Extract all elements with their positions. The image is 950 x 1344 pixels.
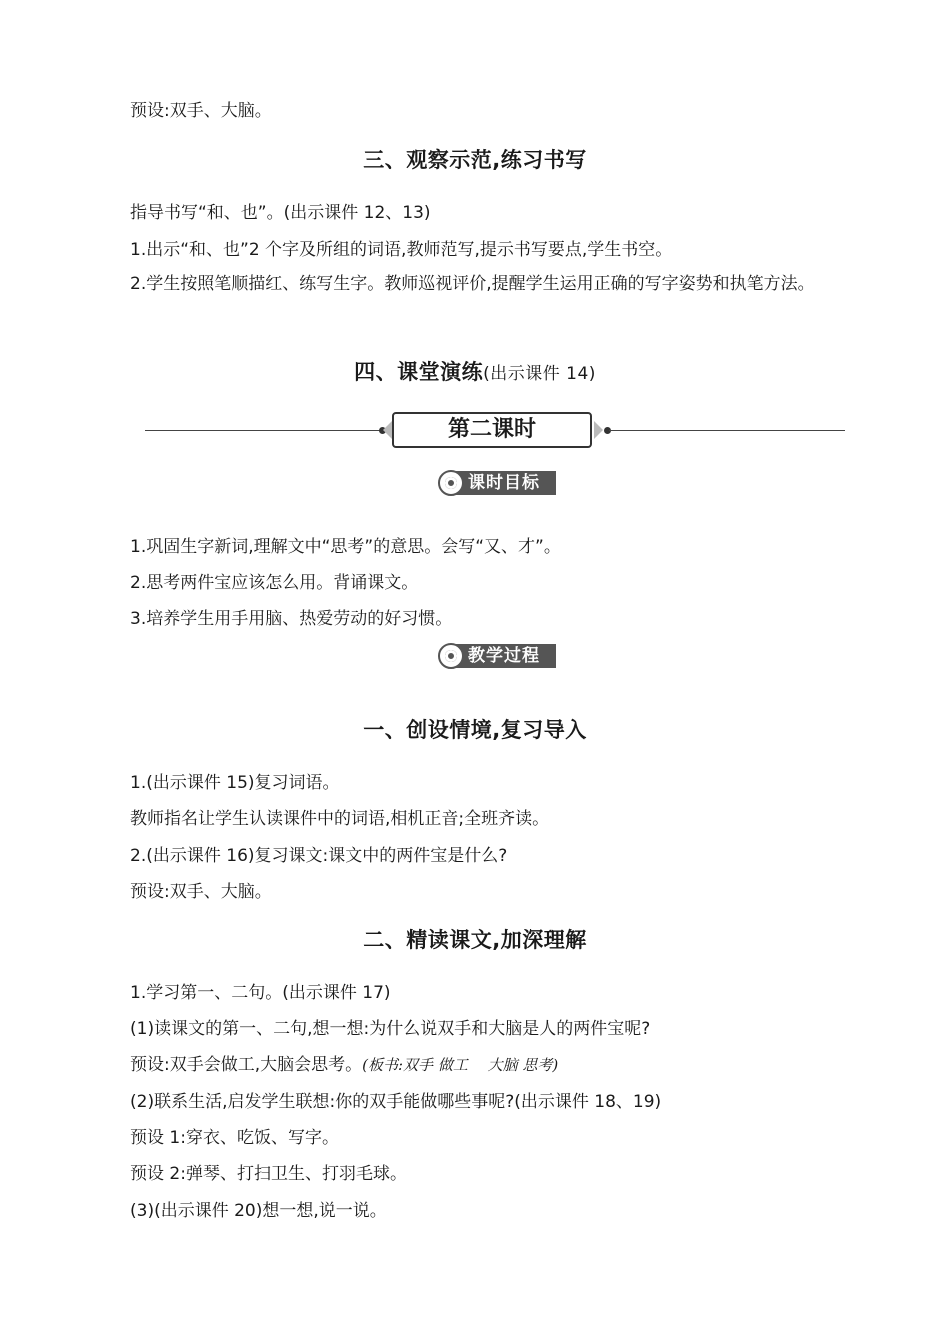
divider-line-right [609, 430, 845, 431]
paragraph: 1.出示“和、也”2 个字及所组的词语,教师范写,提示书写要点,学生书空。 [130, 240, 673, 260]
paragraph: 2.(出示课件 16)复习课文:课文中的两件宝是什么? [130, 846, 508, 866]
process-badge-label: 教学过程 [454, 644, 556, 668]
paragraph: 2.学生按照笔顺描红、练写生字。教师巡视评价,提醒学生运用正确的写字姿势和执笔方法。 [130, 274, 815, 294]
target-icon [438, 470, 464, 496]
paragraph: (1)读课文的第一、二句,想一想:为什么说双手和大脑是人的两件宝呢? [130, 1019, 651, 1039]
goal-item: 3.培养学生用手用脑、热爱劳动的好习惯。 [130, 609, 453, 629]
paragraph: (3)(出示课件 20)想一想,说一说。 [130, 1201, 387, 1221]
divider-arrow-left [383, 421, 392, 439]
section-heading-3: 三、观察示范,练习书写 [363, 148, 587, 172]
preset-answer: 预设 1:穿衣、吃饭、写字。 [130, 1128, 339, 1148]
paragraph: 教师指名让学生认读课件中的词语,相机正音;全班齐读。 [130, 809, 550, 829]
paragraph [130, 1053, 558, 1077]
goals-badge [438, 470, 556, 496]
lesson-divider [145, 410, 845, 450]
heading-note: (出示课件 14) [483, 364, 596, 384]
divider-line-left [145, 430, 381, 431]
divider-arrow-right [594, 421, 603, 439]
process-badge [438, 643, 556, 669]
preset-text: 预设:双手会做工,大脑会思考。 [130, 1055, 363, 1075]
target-icon [438, 643, 464, 669]
paragraph: 1.学习第一、二句。(出示课件 17) [130, 983, 391, 1003]
heading-text: 四、课堂演练 [354, 360, 484, 384]
lesson-title: 第二课时 [392, 412, 592, 448]
preset-answer: 预设 2:弹琴、打扫卫生、打羽毛球。 [130, 1164, 407, 1184]
section-heading-4 [0, 358, 950, 388]
section-heading-1: 一、创设情境,复习导入 [363, 718, 587, 742]
paragraph: 1.(出示课件 15)复习词语。 [130, 773, 340, 793]
blackboard-note: (板书:双手 做工 大脑 思考) [362, 1056, 559, 1074]
paragraph: (2)联系生活,启发学生联想:你的双手能做哪些事呢?(出示课件 18、19) [130, 1092, 662, 1112]
goal-item: 2.思考两件宝应该怎么用。背诵课文。 [130, 573, 419, 593]
preset-answer: 预设:双手、大脑。 [130, 882, 272, 902]
paragraph: 指导书写“和、也”。(出示课件 12、13) [130, 203, 431, 223]
goal-item: 1.巩固生字新词,理解文中“思考”的意思。会写“又、才”。 [130, 537, 561, 557]
section-heading-2: 二、精读课文,加深理解 [363, 928, 587, 952]
goals-badge-label: 课时目标 [454, 471, 556, 495]
preset-answer: 预设:双手、大脑。 [130, 101, 272, 121]
